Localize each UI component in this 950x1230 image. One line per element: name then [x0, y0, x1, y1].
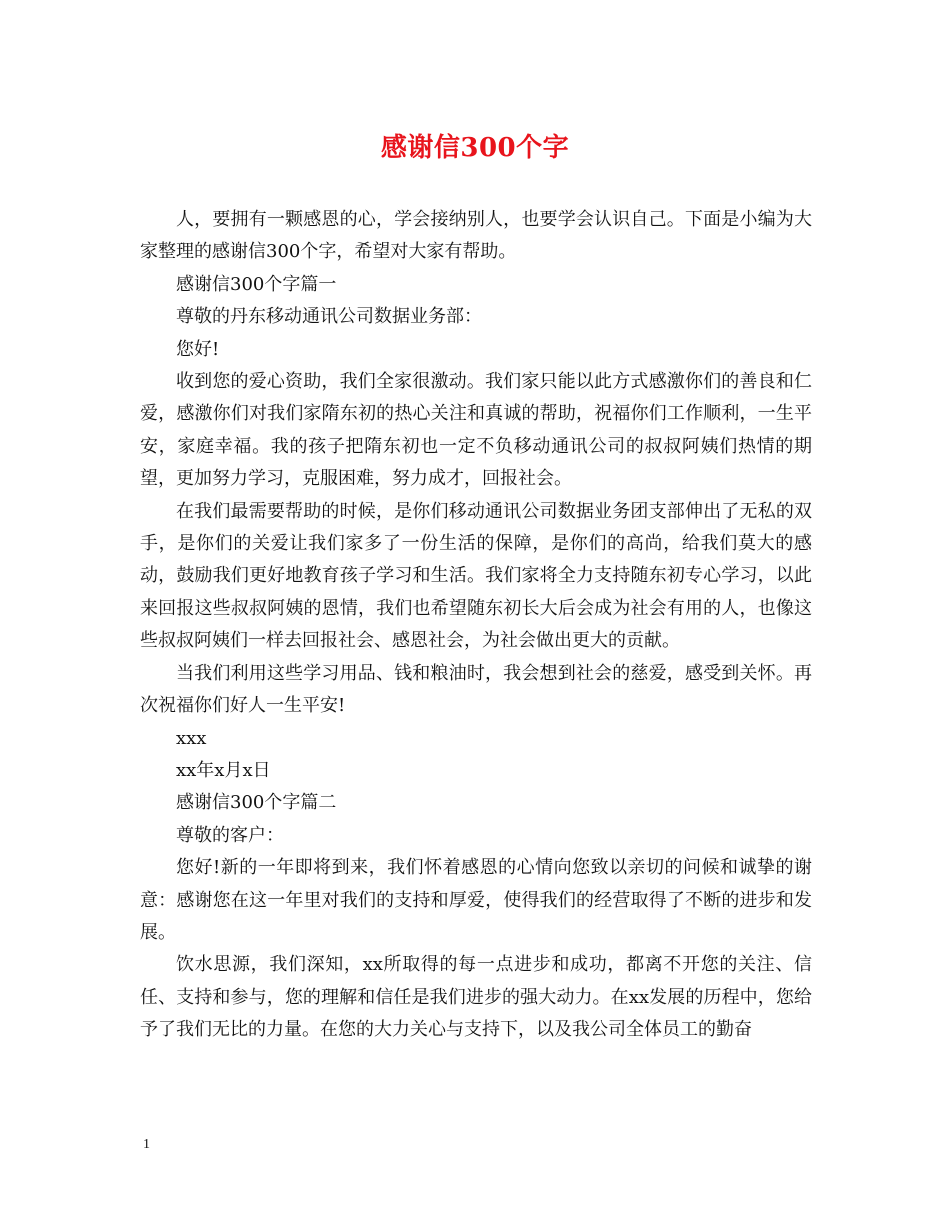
signature: xxx	[176, 727, 207, 749]
document-body	[140, 204, 812, 1047]
document-title: 感谢信300个字	[380, 133, 570, 163]
body-paragraph-1: 收到您的爱心资助，我们全家很激动。我们家只能以此方式感激你们的善良和仁爱，感激你们对我们家隋东初的热心关注和真诚的帮助，祝福你们工作顺利，一生平安，家庭幸福。我的孩子把隋东初也一定不负移动通讯公司的叔叔阿姨们热情的期望，更加努力学习，克服困难，努力成才，回报社会。	[140, 371, 812, 490]
body-paragraph-2: 在我们最需要帮助的时候，是你们移动通讯公司数据业务团支部伸出了无私的双手，是你们的关爱让我们家多了一份生活的保障，是你们的高尚，给我们莫大的感动，鼓励我们更好地教育孩子学习和生活。我们家将全力支持随东初专心学习，以此来回报这些叔叔阿姨的恩情，我们也希望随东初长大后会成为社会有用的人，也像这些叔叔阿姨们一样去回报社会、感恩社会，为社会做出更大的贡献。	[140, 500, 812, 652]
body-paragraph-5: 饮水思源，我们深知，xx所取得的每一点进步和成功，都离不开您的关注、信任、支持和参与，您的理解和信任是我们进步的强大动力。在xx发展的历程中，您给予了我们无比的力量。在您的大力关心与支持下，以及我公司全体员工的勤奋	[140, 954, 812, 1041]
section-heading-2: 感谢信300个字篇二	[176, 792, 337, 814]
intro-paragraph: 人，要拥有一颗感恩的心，学会接纳别人，也要学会认识自己。下面是小编为大家整理的感谢信300个字，希望对大家有帮助。	[140, 209, 812, 263]
page-number: 1	[143, 1137, 150, 1152]
section-heading-1: 感谢信300个字篇一	[176, 273, 337, 295]
salutation-2: 尊敬的客户：	[176, 824, 284, 846]
greeting-1: 您好!	[176, 338, 220, 360]
body-paragraph-4: 您好!新的一年即将到来，我们怀着感恩的心情向您致以亲切的问候和诚挚的谢意：感谢您在这一年里对我们的支持和厚爱，使得我们的经营取得了不断的进步和发展。	[140, 857, 812, 943]
salutation-1: 尊敬的丹东移动通讯公司数据业务部：	[176, 306, 482, 328]
body-paragraph-3: 当我们利用这些学习用品、钱和粮油时，我会想到社会的慈爱，感受到关怀。再次祝福你们好人一生平安!	[140, 662, 812, 717]
date-line: xx年x月x日	[176, 759, 271, 781]
